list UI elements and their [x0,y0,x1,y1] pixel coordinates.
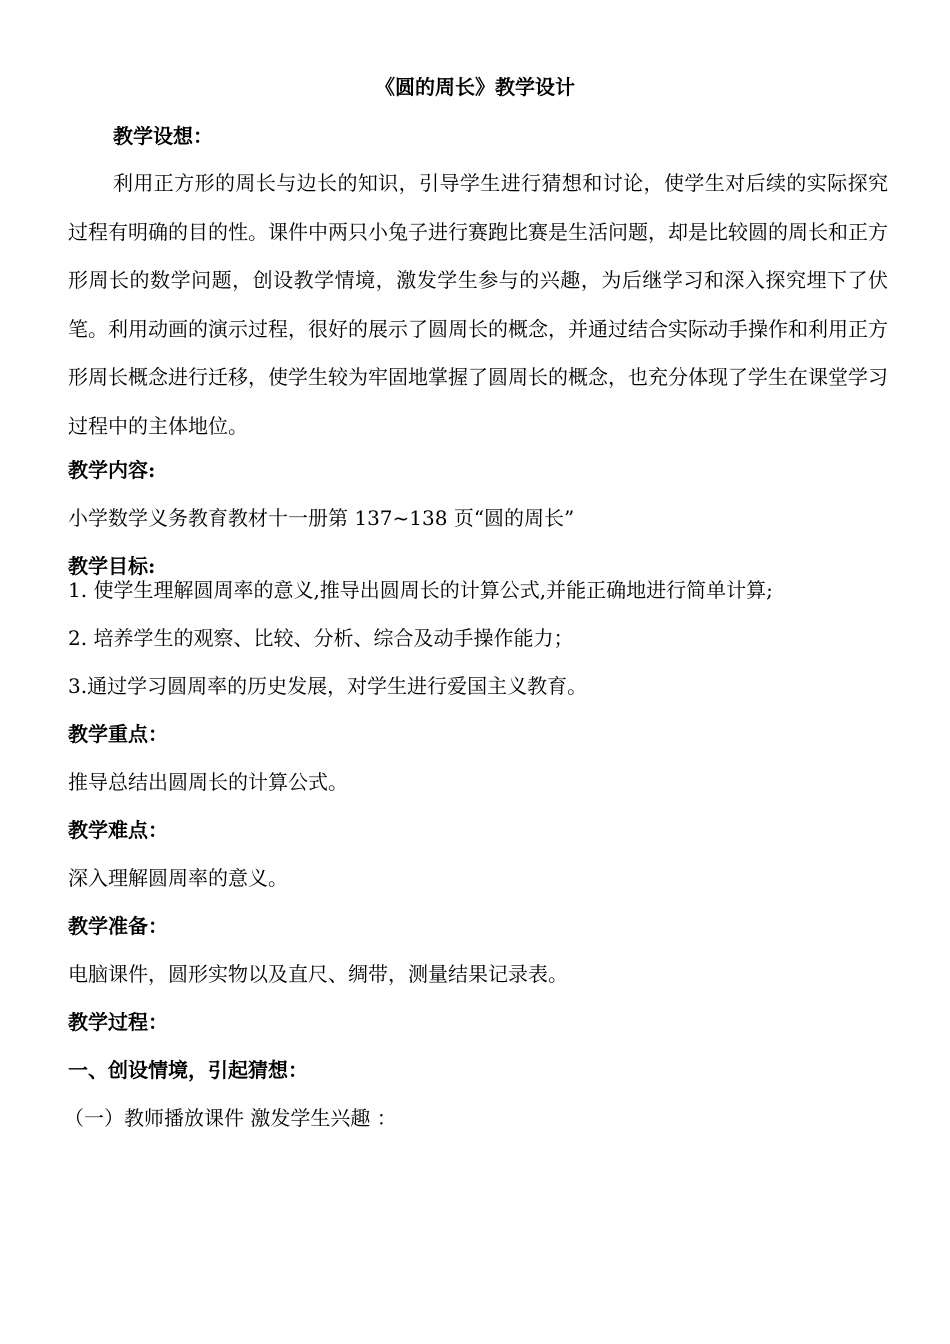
preparation-heading: 教学准备： [68,914,168,938]
key-point-text: 推导总结出圆周长的计算公式。 [68,770,348,794]
goal-item-3: 3.通过学习圆周率的历史发展，对学生进行爱国主义教育。 [68,674,588,698]
design-idea-paragraph: 利用正方形的周长与边长的知识，引导学生进行猜想和讨论，使学生对后续的实际探究过程有明确的目的性。课件中两只小兔子进行赛跑比赛是生活问题，却是比较圆的周长和正方形周长的数学问题，创设教学情境，激发学生参与的兴趣，为后继学习和深入探究埋下了伏笔。利用动画的演示过程，很好的展示了圆周长的概念，并通过结合实际动手操作和利用正方形周长概念进行迁移，使学生较为牢固地掌握了圆周长的概念，也充分体现了学生在课堂学习过程中的主体地位。 [68,171,888,438]
goal-item-1: 1. 使学生理解圆周率的意义,推导出圆周长的计算公式,并能正确地进行简单计算; [68,578,773,602]
difficulty-text: 深入理解圆周率的意义。 [68,866,288,890]
design-idea-heading: 教学设想： [113,124,213,148]
goals-heading: 教学目标: [68,554,156,578]
document-title: 《圆的周长》教学设计 [375,75,575,99]
step1-heading: 一、创设情境，引起猜想： [68,1058,308,1082]
preparation-text: 电脑课件，圆形实物以及直尺、绸带，测量结果记录表。 [68,962,568,986]
key-point-heading: 教学重点： [68,722,168,746]
difficulty-heading: 教学难点： [68,818,168,842]
step1-sub-item: （一）教师播放课件 激发学生兴趣 ： [64,1106,397,1130]
content-text: 小学数学义务教育教材十一册第 137~138 页“圆的周长” [68,506,575,530]
process-heading: 教学过程： [68,1010,168,1034]
content-heading: 教学内容: [68,458,156,482]
goal-item-2: 2. 培养学生的观察、比较、分析、综合及动手操作能力； [68,626,574,650]
